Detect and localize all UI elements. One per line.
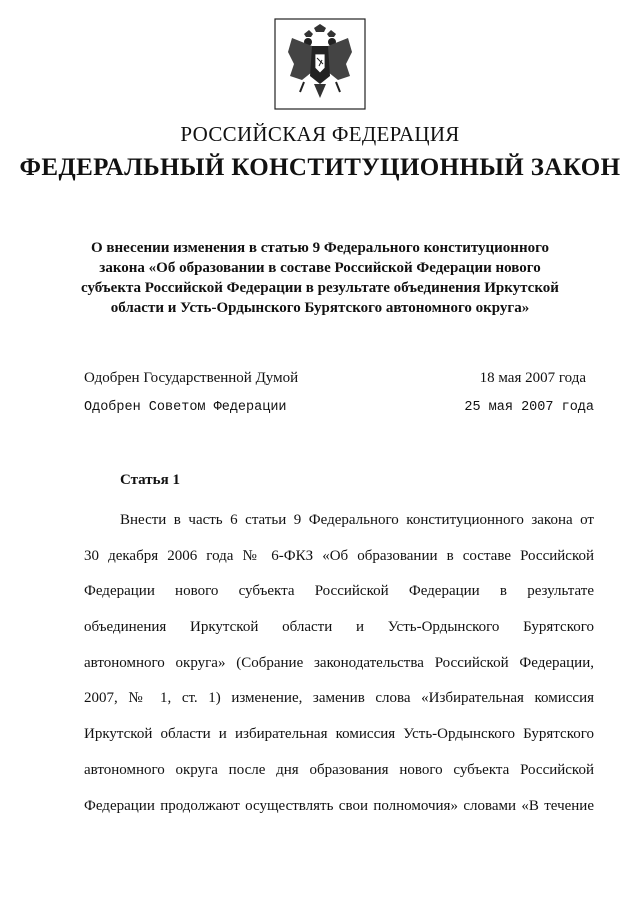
approval-date: 25 мая 2007 года (464, 400, 594, 415)
body-line: автономного округа после дня образования нового субъекта Российской (84, 761, 594, 778)
body-line: 2007, № 1, ст. 1) изменение, заменив слова «Избирательная комиссия (84, 690, 594, 707)
body-line: Федерации продолжают осуществлять свои полномочия» словами «В течение (84, 797, 594, 814)
approval-state-duma (84, 370, 594, 394)
body-line: объединения Иркутской области и Усть-Ордынского Бурятского (84, 619, 594, 636)
approval-date: 18 мая 2007 года (479, 370, 586, 386)
approval-body: Одобрен Советом Федерации (84, 400, 287, 415)
law-title-line: субъекта Российской Федерации в результате объединения Иркутской (81, 280, 559, 296)
double-headed-eagle-coat-of-arms-icon (274, 18, 366, 110)
approval-federation-council (84, 400, 594, 424)
law-title (80, 238, 560, 318)
article-heading: Статья 1 (120, 472, 180, 488)
approval-body: Одобрен Государственной Думой (84, 370, 299, 386)
document-type: ФЕДЕРАЛЬНЫЙ КОНСТИТУЦИОННЫЙ ЗАКОН (19, 154, 621, 181)
body-line: Федерации нового субъекта Российской Федерации в результате (84, 583, 594, 600)
article-body (84, 508, 594, 829)
body-line: Иркутской области и избирательная комиссия Усть-Ордынского Бурятского (84, 726, 594, 743)
law-title-line: закона «Об образовании в составе Российской Федерации нового (99, 260, 541, 276)
body-line: 30 декабря 2006 года № 6-ФКЗ «Об образовании в составе Российской (84, 547, 594, 564)
country-name: РОССИЙСКАЯ ФЕДЕРАЦИЯ (180, 122, 460, 146)
law-title-line: области и Усть-Ордынского Бурятского автономного округа» (110, 300, 530, 316)
body-line: Внести в часть 6 статьи 9 Федерального конституционного закона от (120, 512, 594, 528)
law-title-line: О внесении изменения в статью 9 Федерального конституционного (90, 240, 550, 256)
body-line: автономного округа» (Собрание законодательства Российской Федерации, (84, 654, 594, 671)
